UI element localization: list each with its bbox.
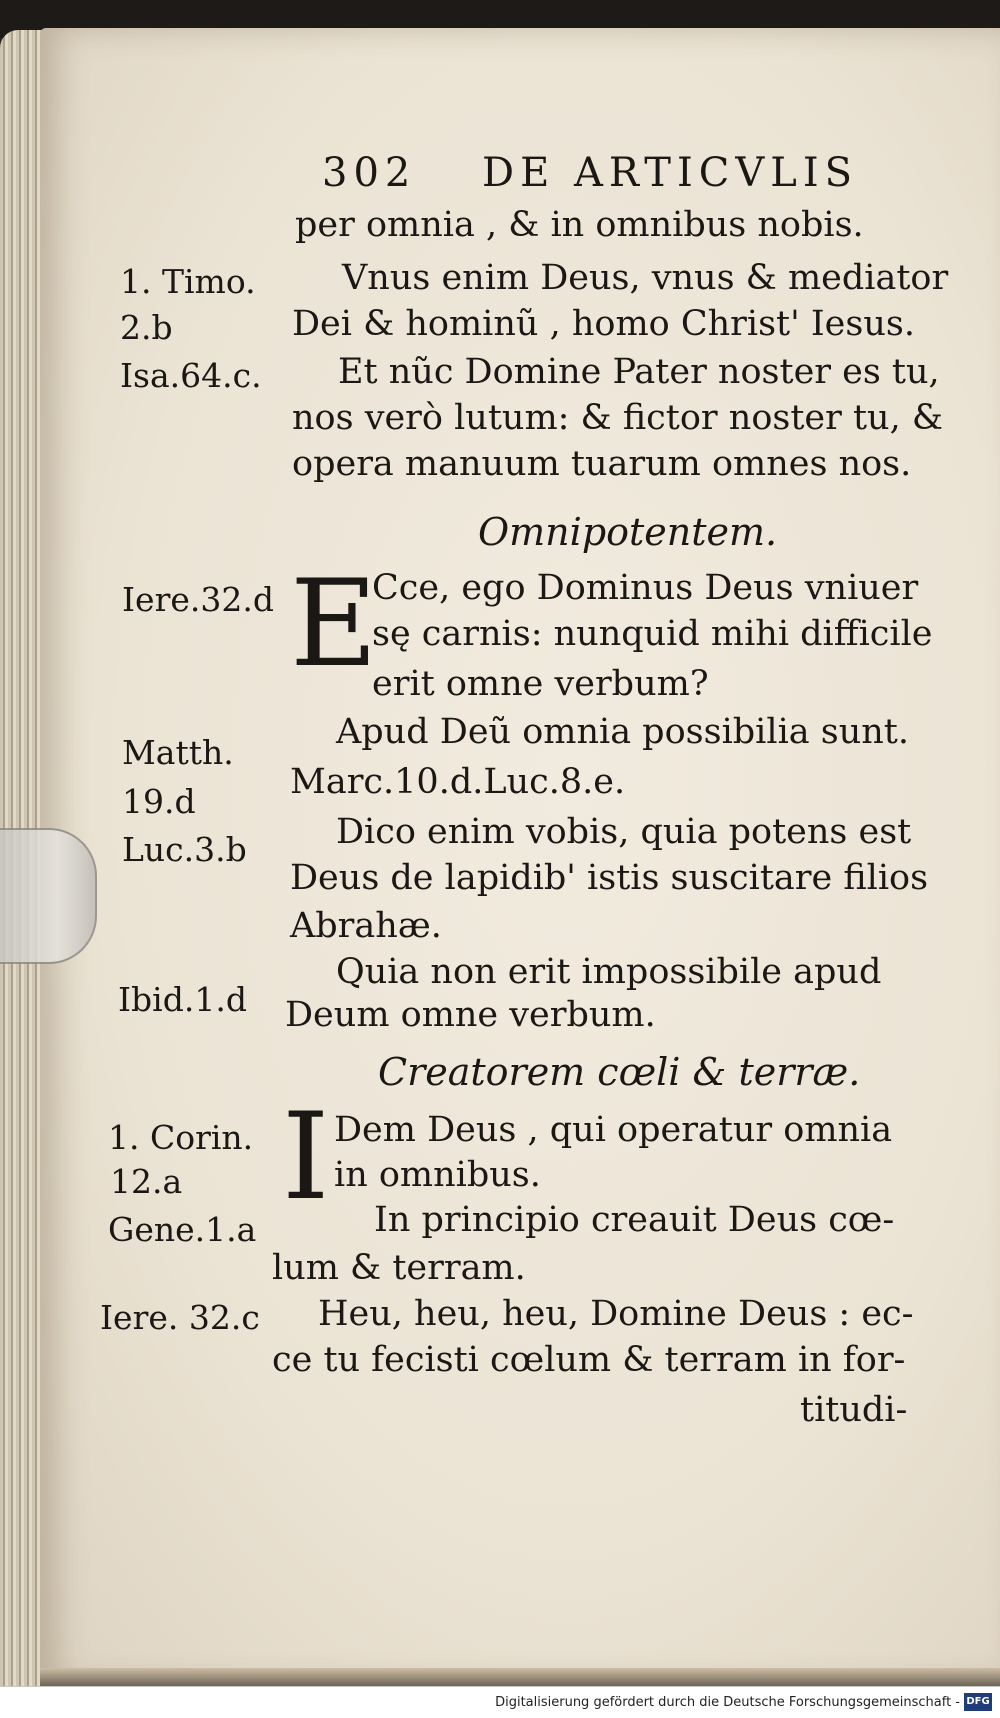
text-line: Apud Deũ omnia possibilia sunt.	[336, 712, 909, 752]
margin-note: Luc.3.b	[122, 830, 247, 869]
text-line: Marc.10.d.Luc.8.e.	[290, 762, 626, 802]
text-line: per omnia , & in omnibus nobis.	[295, 205, 864, 245]
running-title: DE ARTICVLIS	[482, 150, 859, 196]
text-line: In principio creauit Deus cœ-	[374, 1200, 895, 1240]
margin-note: 1. Timo.	[120, 262, 256, 301]
drop-cap: E	[290, 555, 378, 694]
margin-note: Gene.1.a	[108, 1210, 257, 1249]
text-line: lum & terram.	[272, 1248, 526, 1288]
text-line: Dem Deus , qui operatur omnia	[334, 1110, 893, 1150]
text-line: nos verò lutum: & fictor noster tu, &	[292, 398, 944, 438]
text-line: Heu, heu, heu, Domine Deus : ec-	[318, 1294, 914, 1334]
page-clip-icon	[0, 828, 97, 964]
text-line: Abrahæ.	[290, 906, 442, 946]
funding-credit: Digitalisierung gefördert durch die Deutsche Forschungsgemeinschaft -	[495, 1695, 960, 1710]
margin-note: Ibid.1.d	[118, 980, 247, 1019]
text-line: Vnus enim Deus, vnus & mediator	[342, 258, 949, 298]
margin-note: Isa.64.c.	[120, 356, 262, 395]
text-line: titudi-	[800, 1390, 908, 1430]
text-line: Deum omne verbum.	[285, 995, 656, 1035]
text-line: Quia non erit impossibile apud	[336, 952, 882, 992]
page-bottom-edge	[40, 1668, 1000, 1686]
text-line: opera manuum tuarum omnes nos.	[292, 444, 912, 484]
footer-bar	[0, 1686, 1000, 1718]
dfg-logo-icon: DFG	[964, 1693, 992, 1711]
section-title: Omnipotentem.	[478, 510, 778, 554]
text-line: Deus de lapidib' istis suscitare filios	[290, 858, 929, 898]
text-line: sę carnis: nunquid mihi difficile	[372, 614, 933, 654]
text-line: ce tu fecisti cœlum & terram in for-	[272, 1340, 906, 1380]
margin-note: 1. Corin.	[108, 1118, 254, 1157]
text-line: Et nũc Domine Pater noster es tu,	[338, 352, 940, 392]
text-line: in omnibus.	[334, 1155, 541, 1195]
margin-note: 12.a	[110, 1162, 183, 1201]
page-number: 302	[322, 150, 417, 196]
margin-note: 2.b	[120, 308, 173, 347]
margin-note: 19.d	[122, 782, 196, 821]
section-title: Creatorem cœli & terræ.	[378, 1050, 861, 1094]
drop-cap: I	[282, 1088, 330, 1227]
text-line: Cce, ego Dominus Deus vniuer	[372, 568, 919, 608]
margin-note: Matth.	[122, 733, 234, 772]
text-line: Dico enim vobis, quia potens est	[336, 812, 912, 852]
margin-note: Iere. 32.c	[100, 1298, 260, 1337]
margin-note: Iere.32.d	[122, 580, 274, 619]
text-line: erit omne verbum?	[372, 664, 709, 704]
text-line: Dei & hominũ , homo Christ' Iesus.	[292, 304, 915, 344]
